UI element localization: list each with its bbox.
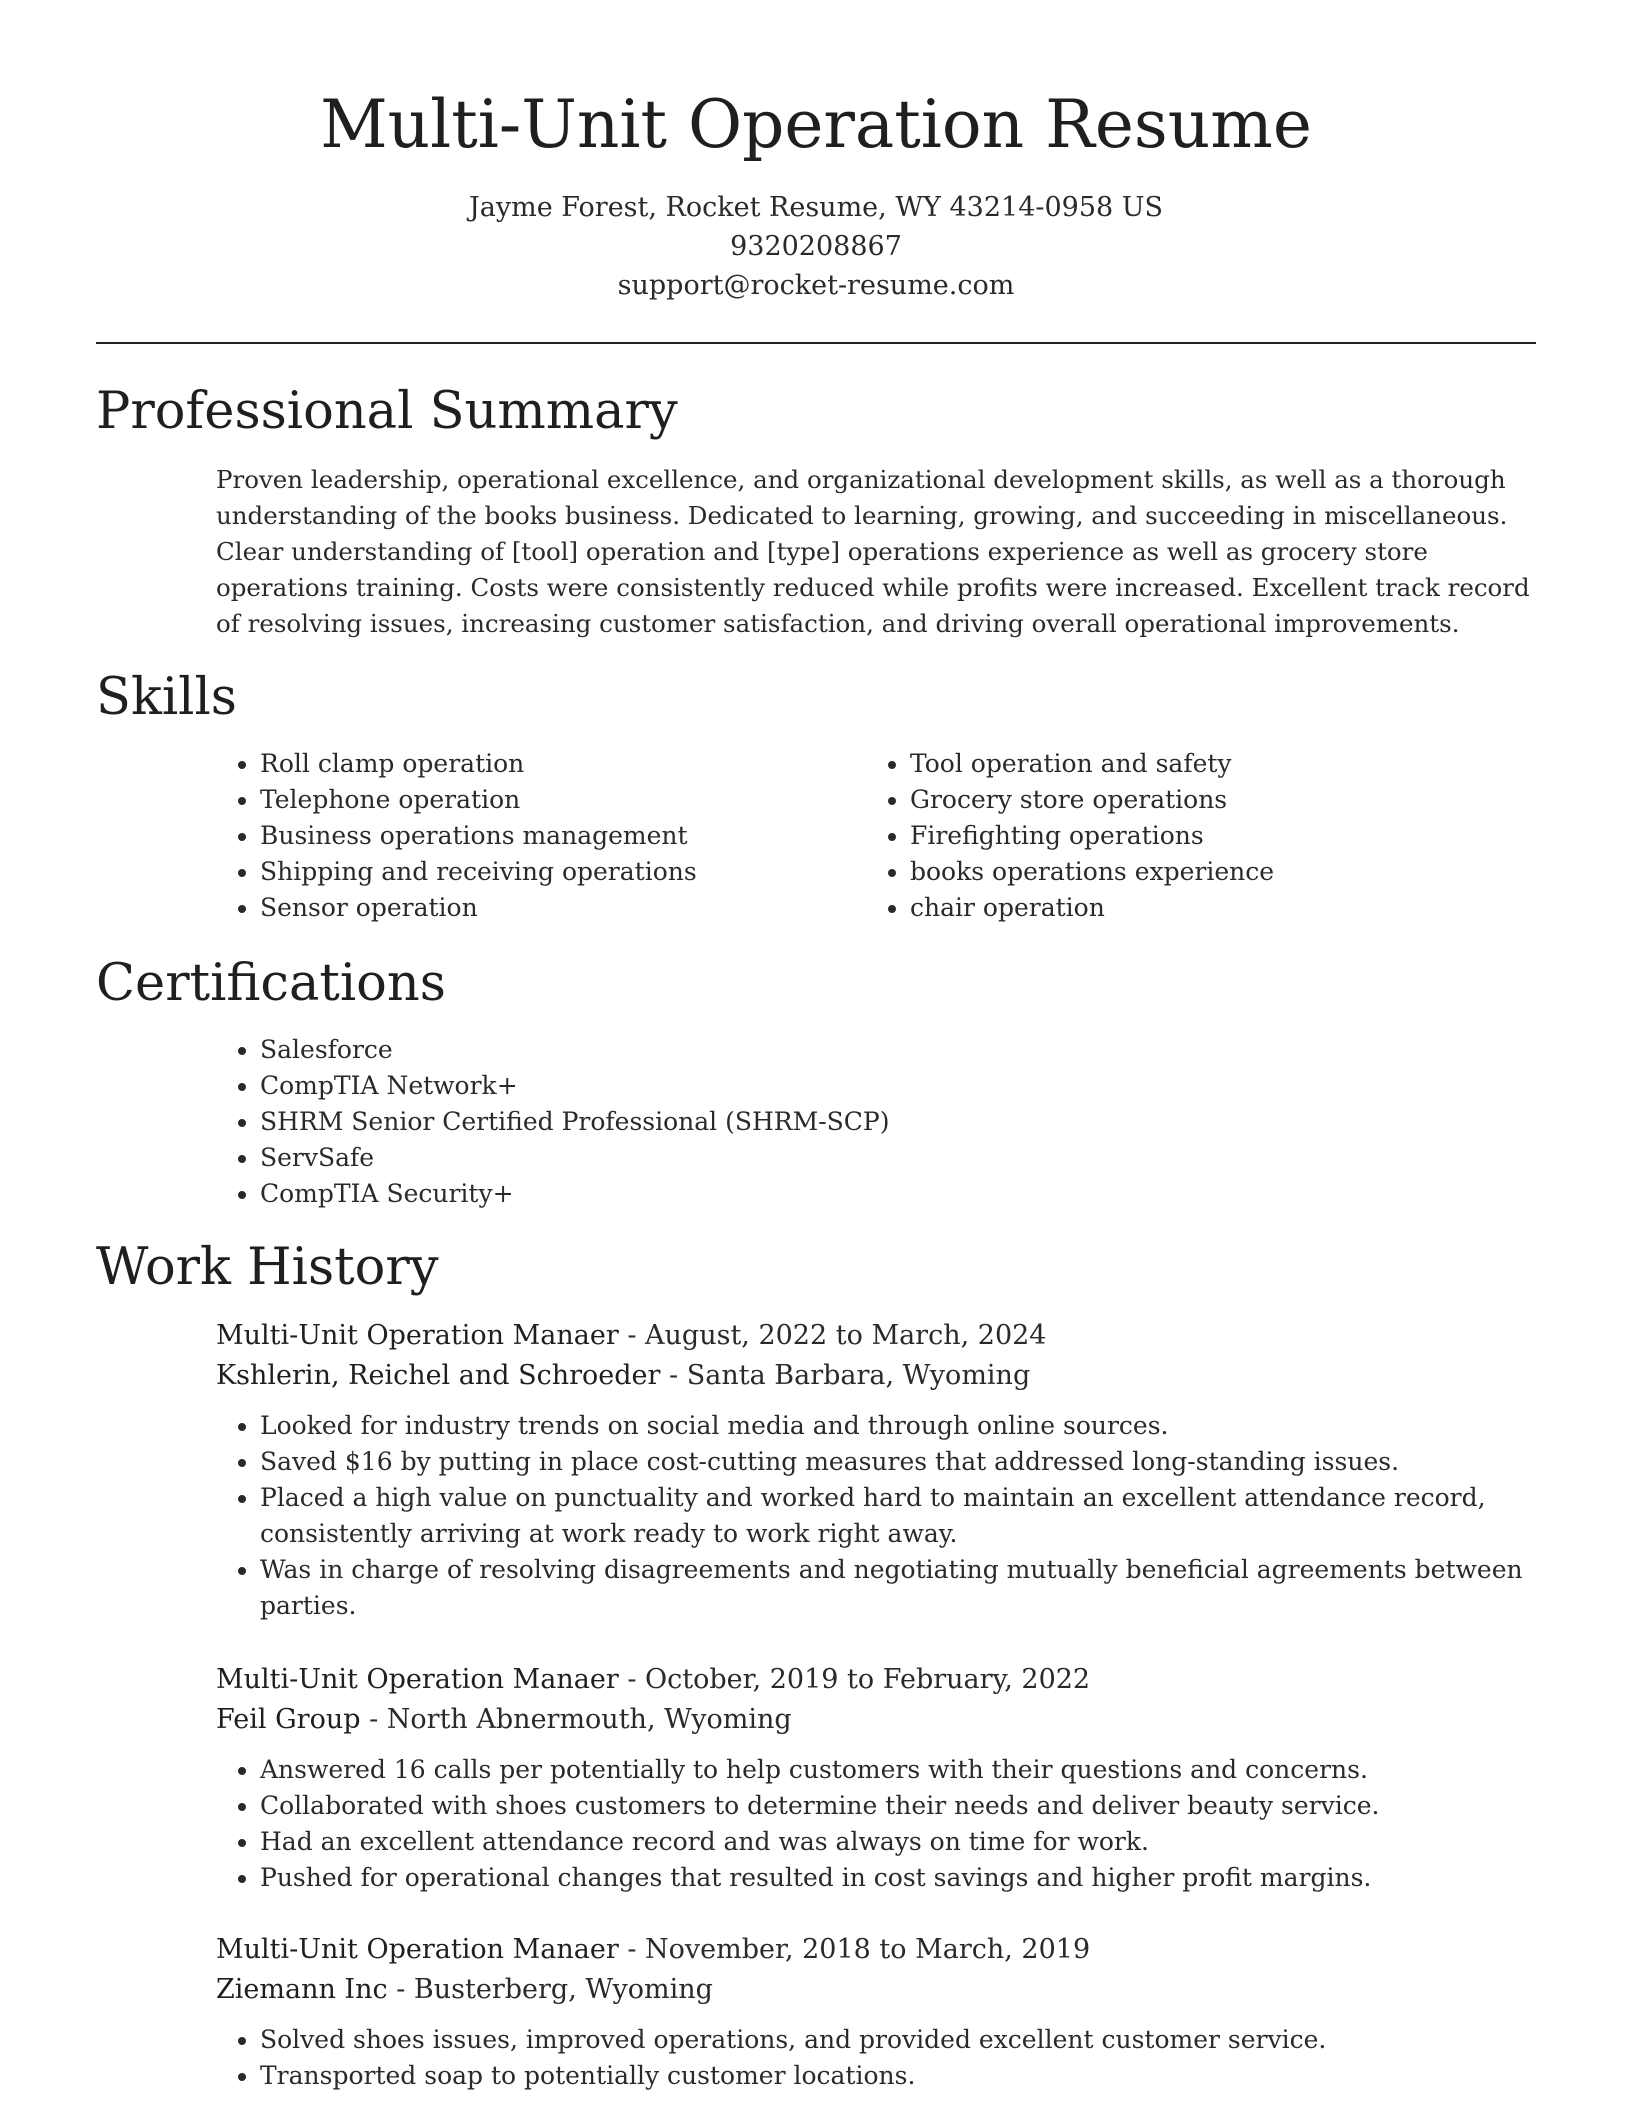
list-item: • Placed a high value on punctuality and worked hard to maintain an excellent attendance record, consistently arriving at work ready to work right away. bbox=[260, 1480, 1536, 1552]
list-item: • Telephone operation bbox=[260, 782, 816, 818]
contact-phone: 9320208867 bbox=[730, 231, 902, 262]
job-dates: - August, 2022 to March, 2024 bbox=[618, 1320, 1047, 1351]
job-title: Multi-Unit Operation Manaer bbox=[216, 1934, 619, 1965]
list-item: • Answered 16 calls per potentially to help customers with their questions and concerns. bbox=[260, 1752, 1536, 1788]
job-location: - North Abnermouth, Wyoming bbox=[360, 1704, 792, 1735]
skills-column-right bbox=[866, 746, 1466, 926]
list-item: • CompTIA Security+ bbox=[260, 1176, 1216, 1212]
job-bullets bbox=[216, 1408, 1536, 1624]
list-item: • Was in charge of resolving disagreements and negotiating mutually beneficial agreements between parties. bbox=[260, 1552, 1536, 1624]
list-item: • Collaborated with shoes customers to determine their needs and deliver beauty service. bbox=[260, 1788, 1536, 1824]
certifications-list bbox=[216, 1032, 1216, 1212]
job-dates: - October, 2019 to February, 2022 bbox=[618, 1664, 1091, 1695]
list-item: • Firefighting operations bbox=[910, 818, 1466, 854]
work-history-heading: Work History bbox=[96, 1238, 439, 1297]
list-item: • Had an excellent attendance record and was always on time for work. bbox=[260, 1824, 1536, 1860]
job-company: Kshlerin, Reichel and Schroeder bbox=[216, 1360, 661, 1391]
job-company-line bbox=[216, 1970, 1536, 2010]
job-company: Feil Group bbox=[216, 1704, 361, 1735]
list-item: • books operations experience bbox=[910, 854, 1466, 890]
certifications-heading: Certifications bbox=[96, 954, 446, 1013]
job-company: Ziemann Inc bbox=[216, 1974, 388, 2005]
list-item: • Looked for industry trends on social media and through online sources. bbox=[260, 1408, 1536, 1444]
summary-heading: Professional Summary bbox=[96, 382, 678, 441]
list-item: • SHRM Senior Certified Professional (SHRM-SCP) bbox=[260, 1104, 1216, 1140]
list-item: • CompTIA Network+ bbox=[260, 1068, 1216, 1104]
list-item: • Shipping and receiving operations bbox=[260, 854, 816, 890]
job-title: Multi-Unit Operation Manaer bbox=[216, 1320, 619, 1351]
certifications-block bbox=[216, 1032, 1216, 1212]
job-entry bbox=[216, 1660, 1536, 1896]
list-item: • Tool operation and safety bbox=[910, 746, 1466, 782]
job-entry bbox=[216, 1316, 1536, 1624]
skills-column-left bbox=[216, 746, 816, 926]
skills-list-right bbox=[866, 746, 1466, 926]
list-item: • Transported soap to potentially customer locations. bbox=[260, 2058, 1536, 2094]
list-item: • ServSafe bbox=[260, 1140, 1216, 1176]
list-item: • Business operations management bbox=[260, 818, 816, 854]
job-title-line bbox=[216, 1316, 1536, 1356]
list-item: • chair operation bbox=[910, 890, 1466, 926]
job-company-line bbox=[216, 1356, 1536, 1396]
job-location: - Santa Barbara, Wyoming bbox=[660, 1360, 1031, 1391]
job-bullets bbox=[216, 2022, 1536, 2094]
list-item: • Grocery store operations bbox=[910, 782, 1466, 818]
job-location: - Busterberg, Wyoming bbox=[387, 1974, 713, 2005]
list-item: • Sensor operation bbox=[260, 890, 816, 926]
summary-text: Proven leadership, operational excellence, and organizational development skills, as well as a thorough understanding of the books business. Dedicated to learning, growing, and succeeding in miscellaneous. Clear understanding of [tool] operation and [type] operations experience as well as grocery store operations training. Costs were consistently reduced while profits were increased. Excellent track record of resolving issues, increasing customer satisfaction, and driving overall operational improvements. bbox=[216, 465, 1530, 638]
list-item: • Salesforce bbox=[260, 1032, 1216, 1068]
skills-heading: Skills bbox=[96, 668, 237, 727]
contact-email: support@rocket-resume.com bbox=[617, 270, 1015, 301]
job-entry bbox=[216, 1930, 1536, 2094]
list-item: • Roll clamp operation bbox=[260, 746, 816, 782]
job-title: Multi-Unit Operation Manaer bbox=[216, 1664, 619, 1695]
contact-address: Jayme Forest, Rocket Resume, WY 43214-0958 US bbox=[468, 192, 1164, 223]
skills-list-left bbox=[216, 746, 816, 926]
job-dates: - November, 2018 to March, 2019 bbox=[618, 1934, 1091, 1965]
header-divider bbox=[96, 342, 1536, 344]
list-item: • Pushed for operational changes that resulted in cost savings and higher profit margins. bbox=[260, 1860, 1536, 1896]
job-bullets bbox=[216, 1752, 1536, 1896]
job-company-line bbox=[216, 1700, 1536, 1740]
job-title-line bbox=[216, 1930, 1536, 1970]
list-item: • Solved shoes issues, improved operations, and provided excellent customer service. bbox=[260, 2022, 1536, 2058]
resume-header bbox=[96, 80, 1536, 305]
job-title-line bbox=[216, 1660, 1536, 1700]
list-item: • Saved $16 by putting in place cost-cutting measures that addressed long-standing issues. bbox=[260, 1444, 1536, 1480]
resume-title: Multi-Unit Operation Resume bbox=[320, 86, 1312, 163]
